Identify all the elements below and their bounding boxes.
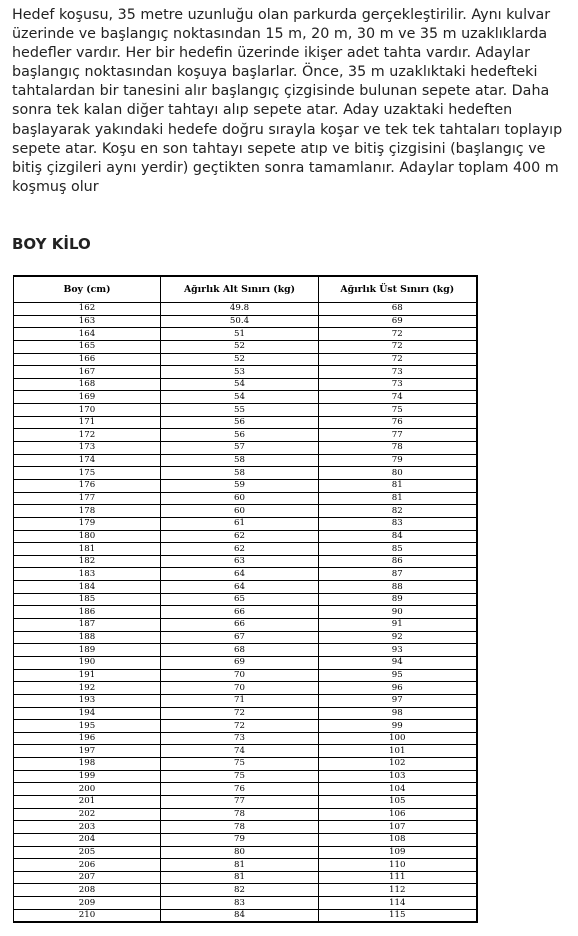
table-row xyxy=(14,353,477,366)
cell-weight-max: 91 xyxy=(319,619,477,632)
cell-height: 164 xyxy=(14,328,161,341)
cell-height: 186 xyxy=(14,606,161,619)
cell-height: 201 xyxy=(14,795,161,808)
cell-weight-min: 59 xyxy=(161,479,319,492)
table-row xyxy=(14,555,477,568)
table-row xyxy=(14,656,477,669)
description-paragraph: Hedef koşusu, 35 metre uzunluğu olan parkurda gerçekleştirilir. Aynı kulvar üzerinde ve başlangıç noktasından 15 m, 20 m, 30 m ve 35 m uzaklıklarda hedefler vardır. Her bir hedefin üzerinde ikişer adet tahta vardır. Adaylar başlangıç noktasından koşuya başlarlar. Önce, 35 m uzaklıktaki hedefteki tahtalardan bir tanesini alır başlangıç çizgisinde bulunan sepete atar. Daha sonra tek kalan diğer tahtayı alıp sepete atar. Aday uzaktaki hedeften başlayarak yakındaki hedefe doğru sırayla koşar ve tek tek tahtaları toplayıp sepete atar. Koşu en son tahtayı sepete atıp ve bitiş çizgisini (başlangıç ve bitiş çizgileri aynı yerdir) geçtikten sonra tamamlanır. Adaylar toplam 400 m koşmuş olur xyxy=(12,7,563,195)
header-height: Boy (cm) xyxy=(14,276,161,303)
cell-weight-min: 58 xyxy=(161,454,319,467)
table-row xyxy=(14,897,477,910)
table-row xyxy=(14,808,477,821)
cell-weight-min: 74 xyxy=(161,745,319,758)
cell-weight-min: 75 xyxy=(161,758,319,771)
table-row xyxy=(14,593,477,606)
cell-weight-min: 64 xyxy=(161,568,319,581)
cell-height: 189 xyxy=(14,644,161,657)
cell-weight-min: 78 xyxy=(161,821,319,834)
cell-weight-min: 56 xyxy=(161,429,319,442)
cell-weight-min: 51 xyxy=(161,328,319,341)
cell-height: 173 xyxy=(14,442,161,455)
cell-weight-max: 99 xyxy=(319,720,477,733)
table-header-row xyxy=(14,276,477,303)
cell-weight-max: 97 xyxy=(319,694,477,707)
cell-weight-max: 98 xyxy=(319,707,477,720)
table-row xyxy=(14,581,477,594)
table-row xyxy=(14,543,477,556)
cell-weight-min: 73 xyxy=(161,732,319,745)
cell-weight-max: 72 xyxy=(319,328,477,341)
cell-weight-max: 88 xyxy=(319,581,477,594)
table-row xyxy=(14,758,477,771)
table-row xyxy=(14,619,477,632)
cell-height: 209 xyxy=(14,897,161,910)
cell-height: 170 xyxy=(14,404,161,417)
table-row xyxy=(14,404,477,417)
cell-weight-min: 54 xyxy=(161,378,319,391)
cell-height: 207 xyxy=(14,871,161,884)
cell-height: 199 xyxy=(14,770,161,783)
cell-height: 187 xyxy=(14,619,161,632)
cell-height: 163 xyxy=(14,315,161,328)
table-row xyxy=(14,467,477,480)
cell-weight-min: 82 xyxy=(161,884,319,897)
cell-height: 165 xyxy=(14,340,161,353)
table-row xyxy=(14,517,477,530)
cell-weight-max: 112 xyxy=(319,884,477,897)
cell-height: 175 xyxy=(14,467,161,480)
cell-weight-min: 57 xyxy=(161,442,319,455)
cell-weight-max: 111 xyxy=(319,871,477,884)
table-row xyxy=(14,909,477,922)
cell-weight-min: 77 xyxy=(161,795,319,808)
cell-weight-max: 114 xyxy=(319,897,477,910)
cell-weight-min: 63 xyxy=(161,555,319,568)
cell-weight-max: 68 xyxy=(319,303,477,316)
cell-weight-min: 60 xyxy=(161,492,319,505)
height-weight-table xyxy=(13,275,478,923)
table-row xyxy=(14,366,477,379)
cell-weight-min: 79 xyxy=(161,833,319,846)
table-row xyxy=(14,340,477,353)
cell-weight-max: 106 xyxy=(319,808,477,821)
cell-height: 169 xyxy=(14,391,161,404)
cell-weight-max: 77 xyxy=(319,429,477,442)
section-title: BOY KİLO xyxy=(12,235,91,253)
table-row xyxy=(14,720,477,733)
table-row xyxy=(14,391,477,404)
cell-weight-min: 61 xyxy=(161,517,319,530)
cell-weight-max: 82 xyxy=(319,505,477,518)
table-row xyxy=(14,821,477,834)
cell-height: 178 xyxy=(14,505,161,518)
cell-weight-max: 90 xyxy=(319,606,477,619)
cell-height: 177 xyxy=(14,492,161,505)
table-row xyxy=(14,631,477,644)
cell-weight-min: 75 xyxy=(161,770,319,783)
table-row xyxy=(14,770,477,783)
cell-weight-max: 74 xyxy=(319,391,477,404)
cell-height: 179 xyxy=(14,517,161,530)
table-row xyxy=(14,669,477,682)
cell-height: 180 xyxy=(14,530,161,543)
table-row xyxy=(14,833,477,846)
cell-weight-max: 94 xyxy=(319,656,477,669)
cell-weight-max: 75 xyxy=(319,404,477,417)
table-row xyxy=(14,479,477,492)
header-weight-max: Ağırlık Üst Sınırı (kg) xyxy=(319,276,477,303)
table-row xyxy=(14,378,477,391)
cell-height: 202 xyxy=(14,808,161,821)
table-row xyxy=(14,694,477,707)
cell-weight-min: 56 xyxy=(161,416,319,429)
cell-weight-min: 70 xyxy=(161,682,319,695)
cell-weight-max: 87 xyxy=(319,568,477,581)
cell-weight-max: 93 xyxy=(319,644,477,657)
cell-weight-max: 84 xyxy=(319,530,477,543)
cell-height: 206 xyxy=(14,859,161,872)
cell-weight-min: 72 xyxy=(161,707,319,720)
table-row xyxy=(14,315,477,328)
cell-height: 198 xyxy=(14,758,161,771)
cell-weight-min: 68 xyxy=(161,644,319,657)
cell-weight-min: 53 xyxy=(161,366,319,379)
cell-height: 185 xyxy=(14,593,161,606)
cell-weight-min: 81 xyxy=(161,859,319,872)
cell-weight-max: 100 xyxy=(319,732,477,745)
cell-weight-max: 101 xyxy=(319,745,477,758)
cell-weight-min: 55 xyxy=(161,404,319,417)
cell-weight-min: 62 xyxy=(161,543,319,556)
cell-height: 176 xyxy=(14,479,161,492)
cell-weight-max: 85 xyxy=(319,543,477,556)
cell-weight-min: 62 xyxy=(161,530,319,543)
table-row xyxy=(14,568,477,581)
cell-height: 195 xyxy=(14,720,161,733)
cell-weight-max: 69 xyxy=(319,315,477,328)
cell-weight-min: 65 xyxy=(161,593,319,606)
cell-weight-max: 81 xyxy=(319,479,477,492)
cell-height: 210 xyxy=(14,909,161,922)
table-row xyxy=(14,682,477,695)
cell-height: 174 xyxy=(14,454,161,467)
cell-weight-min: 64 xyxy=(161,581,319,594)
cell-height: 188 xyxy=(14,631,161,644)
cell-weight-max: 76 xyxy=(319,416,477,429)
table-row xyxy=(14,505,477,518)
cell-height: 184 xyxy=(14,581,161,594)
cell-weight-min: 81 xyxy=(161,871,319,884)
cell-weight-min: 66 xyxy=(161,619,319,632)
cell-weight-max: 115 xyxy=(319,909,477,922)
cell-weight-max: 104 xyxy=(319,783,477,796)
cell-weight-max: 86 xyxy=(319,555,477,568)
cell-weight-min: 50.4 xyxy=(161,315,319,328)
table-row xyxy=(14,454,477,467)
cell-height: 194 xyxy=(14,707,161,720)
cell-height: 205 xyxy=(14,846,161,859)
table-row xyxy=(14,884,477,897)
height-weight-table-container xyxy=(13,275,476,923)
cell-height: 166 xyxy=(14,353,161,366)
table-row xyxy=(14,707,477,720)
cell-weight-max: 109 xyxy=(319,846,477,859)
cell-weight-min: 58 xyxy=(161,467,319,480)
cell-weight-min: 71 xyxy=(161,694,319,707)
cell-weight-max: 73 xyxy=(319,366,477,379)
table-row xyxy=(14,783,477,796)
cell-height: 190 xyxy=(14,656,161,669)
cell-weight-min: 54 xyxy=(161,391,319,404)
cell-weight-max: 79 xyxy=(319,454,477,467)
cell-height: 172 xyxy=(14,429,161,442)
cell-height: 192 xyxy=(14,682,161,695)
table-row xyxy=(14,846,477,859)
table-row xyxy=(14,859,477,872)
table-row xyxy=(14,328,477,341)
cell-height: 183 xyxy=(14,568,161,581)
table-row xyxy=(14,871,477,884)
cell-height: 182 xyxy=(14,555,161,568)
cell-weight-min: 78 xyxy=(161,808,319,821)
cell-weight-max: 81 xyxy=(319,492,477,505)
cell-weight-max: 92 xyxy=(319,631,477,644)
cell-weight-min: 83 xyxy=(161,897,319,910)
table-row xyxy=(14,606,477,619)
cell-weight-max: 73 xyxy=(319,378,477,391)
cell-height: 200 xyxy=(14,783,161,796)
cell-weight-min: 66 xyxy=(161,606,319,619)
cell-height: 167 xyxy=(14,366,161,379)
cell-weight-max: 72 xyxy=(319,340,477,353)
cell-weight-max: 80 xyxy=(319,467,477,480)
cell-height: 162 xyxy=(14,303,161,316)
cell-height: 197 xyxy=(14,745,161,758)
cell-weight-min: 72 xyxy=(161,720,319,733)
cell-height: 181 xyxy=(14,543,161,556)
table-row xyxy=(14,795,477,808)
cell-weight-max: 95 xyxy=(319,669,477,682)
table-row xyxy=(14,442,477,455)
cell-weight-max: 78 xyxy=(319,442,477,455)
cell-weight-min: 52 xyxy=(161,353,319,366)
cell-height: 196 xyxy=(14,732,161,745)
cell-weight-min: 70 xyxy=(161,669,319,682)
table-row xyxy=(14,492,477,505)
cell-weight-min: 69 xyxy=(161,656,319,669)
cell-weight-min: 76 xyxy=(161,783,319,796)
table-row xyxy=(14,429,477,442)
cell-weight-max: 72 xyxy=(319,353,477,366)
table-row xyxy=(14,732,477,745)
cell-height: 203 xyxy=(14,821,161,834)
cell-height: 193 xyxy=(14,694,161,707)
table-body xyxy=(14,303,477,923)
cell-weight-max: 102 xyxy=(319,758,477,771)
cell-weight-min: 49.8 xyxy=(161,303,319,316)
cell-height: 191 xyxy=(14,669,161,682)
table-row xyxy=(14,416,477,429)
cell-weight-min: 60 xyxy=(161,505,319,518)
cell-weight-max: 107 xyxy=(319,821,477,834)
cell-weight-max: 108 xyxy=(319,833,477,846)
cell-height: 204 xyxy=(14,833,161,846)
cell-height: 168 xyxy=(14,378,161,391)
cell-weight-max: 103 xyxy=(319,770,477,783)
cell-weight-max: 83 xyxy=(319,517,477,530)
cell-weight-max: 105 xyxy=(319,795,477,808)
cell-weight-min: 80 xyxy=(161,846,319,859)
table-row xyxy=(14,530,477,543)
cell-height: 171 xyxy=(14,416,161,429)
table-row xyxy=(14,303,477,316)
cell-weight-min: 67 xyxy=(161,631,319,644)
cell-weight-max: 96 xyxy=(319,682,477,695)
cell-weight-min: 84 xyxy=(161,909,319,922)
header-weight-min: Ağırlık Alt Sınırı (kg) xyxy=(161,276,319,303)
cell-height: 208 xyxy=(14,884,161,897)
table-row xyxy=(14,644,477,657)
cell-weight-max: 110 xyxy=(319,859,477,872)
table-row xyxy=(14,745,477,758)
cell-weight-min: 52 xyxy=(161,340,319,353)
cell-weight-max: 89 xyxy=(319,593,477,606)
